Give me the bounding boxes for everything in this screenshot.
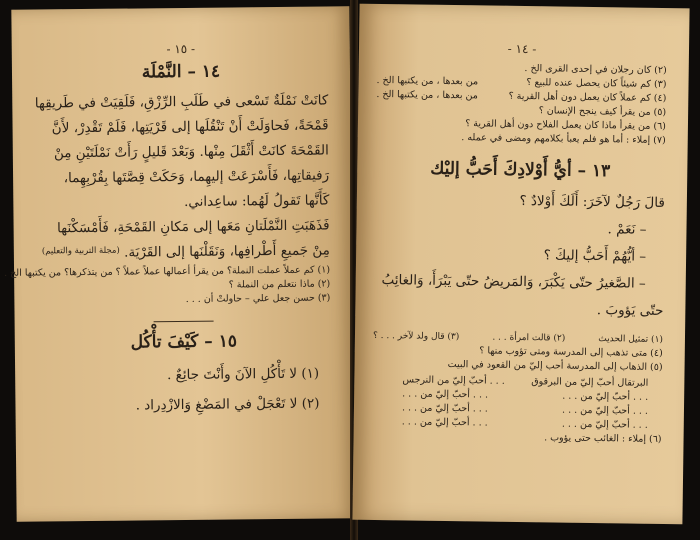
question-side: من بعدها ، من يكتبها الخ . bbox=[376, 88, 478, 102]
right-page bbox=[352, 4, 689, 525]
fill-in-table bbox=[372, 373, 663, 433]
fill-cell: . . . أحبّ إليّ من . . . bbox=[561, 404, 649, 417]
question-text: (٢) كان رجلان في إحدى القرى الخ . bbox=[524, 63, 667, 77]
fill-cell: . . . أحبّ إليّ من . . . bbox=[401, 416, 488, 429]
question-text: (٦) من يقرأ ماذا كان يعمل الفلاح دون أهل القرية ؟ bbox=[465, 118, 667, 133]
question-row bbox=[376, 130, 666, 148]
question-item: (١) كم عملاً عملت النملة؟ من يقرأ أعمالها عملاً عملاً ؟ من يتذكرها؟ من يكتبها الخ . bbox=[4, 264, 331, 279]
fill-cell: . . . أحبّ إليّ من . . . bbox=[402, 388, 489, 401]
question-item: (٣) حسن جعل علي – حاولتْ أن . . . bbox=[185, 292, 331, 305]
section-divider bbox=[154, 321, 214, 323]
lesson-15-item: (١) لا تَأْكُلِ الآنَ وأَنْتَ جائِعٌ . bbox=[166, 365, 320, 384]
question-text: (٥) من يقرأ كيف ينجح الإنسان ؟ bbox=[538, 105, 667, 119]
question-side: من بعدها ، من يكتبها الخ . bbox=[376, 74, 479, 88]
dialogue-line: – نَعَمْ . bbox=[607, 221, 647, 238]
exercise-item: (٣) قال ولد لآخر . . . ؟ bbox=[372, 330, 460, 343]
lesson-14-questions bbox=[4, 263, 331, 308]
lesson-13-dialogue bbox=[373, 186, 665, 325]
fill-cell: البرتقال أحبّ إليّ من البرقوق bbox=[531, 376, 649, 389]
question-text: (٣) كم شيئاً كان يحصل عنده للبيع ؟ bbox=[526, 77, 667, 91]
top-questions bbox=[376, 60, 667, 148]
lesson-14-text bbox=[34, 88, 330, 261]
text-line: كَأَنَّها تَقولُ لَهُما: ساعِداني. bbox=[183, 192, 330, 210]
question-item: (٥) الذهاب إلى المدرسة أحب إليّ من القعود في البيت bbox=[447, 358, 663, 373]
dialogue-line: حتّى يَؤوبَ . bbox=[596, 302, 664, 319]
text-line: قَمْحَةً، فَحاوَلَتْ أَنْ تَنْقُلَها إلى قَرْيَتِها، فَلَمْ تَقْدِرْ، لأَنَّ bbox=[51, 117, 329, 137]
source-note: (مجلة التربية والتعليم) bbox=[41, 245, 120, 257]
dictation: (٦) إملاء : الغائب حتى يؤوب . bbox=[544, 432, 662, 445]
dialogue-line: – أيُّهُمْ أَحَبُّ إليكَ ؟ bbox=[543, 247, 647, 265]
text-line: كانَتْ نَمْلَةٌ تَسْعى في طَلَبِ الرِّزْقِ، فَلَقِيَتْ في طَريقِها bbox=[34, 92, 329, 112]
question-text: (٤) كم عملاً كان يعمل دون أهل القرية ؟ bbox=[508, 90, 667, 105]
question-item: (٤) متى تذهب إلى المدرسة ومتى تؤوب منها ؟ bbox=[479, 345, 663, 359]
fill-cell: . . . أحبّ إليّ من . . . bbox=[562, 390, 649, 403]
text-line: رَفيقاتِها، فَأَسْرَعَتْ إليهِما، وَحَكَتْ قِصَّتَها بِقُرْبِهِما، bbox=[63, 167, 330, 187]
dialogue-line: – الصَّغيرُ حتّى يَكْبَرَ، وَالمَريضُ حتّى يَبْرَأَ، وَالغائِبُ bbox=[381, 272, 646, 292]
fill-cell: . . . أحبّ إليّ من . . . bbox=[561, 418, 648, 431]
lesson-13-title: ١٣ – أيُّ أَوْلادِكَ أَحَبُّ إليْك bbox=[430, 158, 611, 182]
exercise-item: (٢) قالت امرأة . . . bbox=[492, 332, 566, 344]
text-line: فَذَهَبَتِ النَّمْلَتانِ مَعَها إلى مَكانِ القَمْحَةِ، فَأَمْسَكْنَها bbox=[57, 217, 330, 237]
question-text: (٧) إملاء : أما هو فلم يعبأ بكلامهم ومضى في عمله . bbox=[461, 132, 666, 147]
question-item: (٢) ماذا نتعلم من النملة ؟ bbox=[228, 278, 331, 291]
lesson-14-title: ١٤ – النَّمْلَة bbox=[141, 61, 221, 83]
page-number: - ١٥ - bbox=[166, 41, 196, 57]
dialogue-line: قالَ رَجُلٌ لآخَرَ: أَلَكَ أَوْلادٌ ؟ bbox=[519, 192, 665, 212]
fill-cell: . . . أحبّ إليّ من النرجس bbox=[402, 374, 505, 387]
lesson-15-item: (٢) لا تَعْجَلْ في المَضْغِ وَالازْدِراد . bbox=[135, 395, 320, 414]
lesson-15-title: ١٥ – كَيْفَ تأْكُل bbox=[130, 331, 238, 353]
exercise-item: (١) تمثيل الحديث bbox=[598, 334, 664, 345]
text-line: القَمْحَةَ كانَتْ أَثْقَلَ مِنْها. وَبَعْدَ قَليلٍ رَأَتْ نَمْلَتَيْنِ مِنْ bbox=[53, 142, 329, 162]
text-line: مِنْ جَميعِ أَطْرافِها، وَنَقَلْنَها إلى القَرْيَة. bbox=[124, 242, 330, 261]
fill-cell: . . . أحبّ إليّ من . . . bbox=[401, 402, 488, 415]
page-number: - ١٤ - bbox=[507, 41, 537, 57]
left-page bbox=[4, 6, 354, 522]
